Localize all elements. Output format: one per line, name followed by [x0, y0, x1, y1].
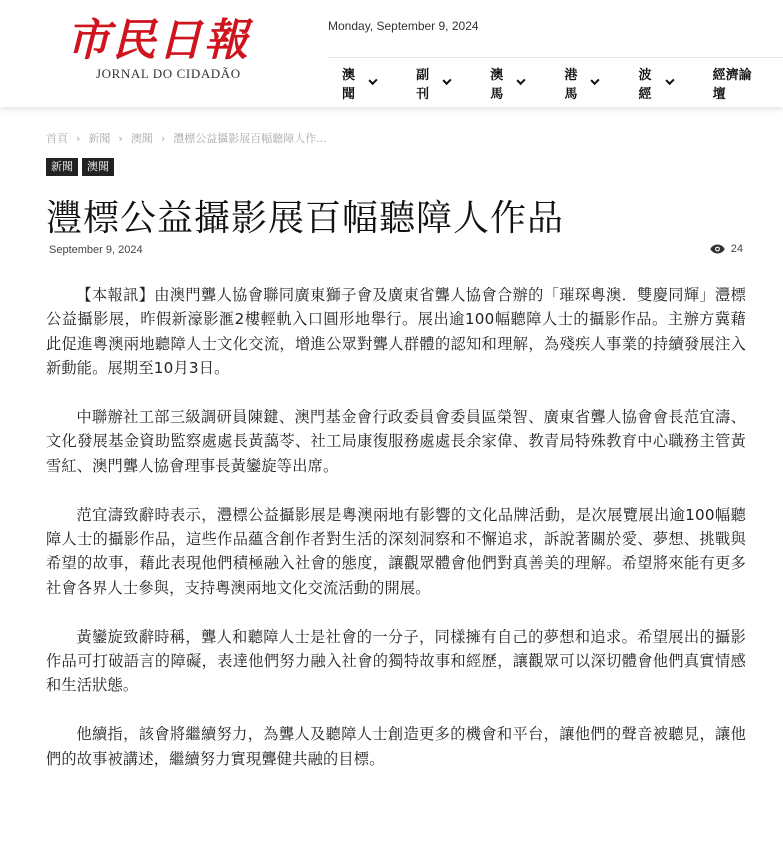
- article-paragraph: 【本報訊】由澳門聾人協會聯同廣東獅子會及廣東省聾人協會合辦的「璀琛粵澳．雙慶同輝」灃標公益攝影展，昨假新濠影滙2樓輕軌入口圓形地舉行。展出逾100幅聽障人士的攝影作品。主辦方冀藉此促進粵澳兩地聽障人士文化交流，增進公眾對聾人群體的認知和理解，為殘疾人事業的持續發展注入新動能。展期至10月3日。: [46, 286, 746, 378]
- chevron-right-icon: ›: [160, 131, 166, 145]
- nav-item-label: 港馬: [564, 67, 578, 102]
- chevron-down-icon: [591, 76, 600, 85]
- nav-item-football[interactable]: [639, 64, 673, 102]
- nav-item-label: 波經: [638, 67, 652, 102]
- view-count-value: 24: [730, 243, 743, 255]
- chevron-right-icon: ›: [76, 131, 81, 145]
- category-tags: [46, 158, 118, 176]
- article-paragraph: 中聯辦社工部三級調研員陳鍵、澳門基金會行政委員會委員區榮智、廣東省聾人協會會長范宜濤、文化發展基金資助監察處處長黃藹苓、社工局康復服務處處長余家偉、教青局特殊教育中心職務主管黃雪紅、澳門聾人協會理事長黃鑾旋等出席。: [46, 408, 746, 475]
- site-header: [0, 0, 783, 107]
- article-paragraph: 他續指，該會將繼續努力，為聾人及聽障人士創造更多的機會和平台，讓他們的聲音被聽見，讓他們的故事被講述，繼續努力實現聾健共融的目標。: [46, 725, 746, 768]
- nav-item-label: 副刊: [416, 67, 430, 102]
- nav-item-macau-news[interactable]: [342, 64, 376, 102]
- article-body: [46, 283, 746, 795]
- breadcrumb-news[interactable]: 新聞: [88, 132, 111, 145]
- nav-item-economy-forum[interactable]: [713, 64, 757, 102]
- tag-news[interactable]: 新聞: [46, 158, 78, 176]
- breadcrumb-macau-news[interactable]: 澳聞: [130, 132, 153, 145]
- logo-portuguese-title: JORNAL DO CIDADÃO: [96, 66, 241, 81]
- breadcrumb-home[interactable]: 首頁: [46, 132, 68, 145]
- article-paragraph: 黃鑾旋致辭時稱，聾人和聽障人士是社會的一分子，同樣擁有自己的夢想和追求。希望展出的攝影作品可打破語言的障礙，表達他們努力融入社會的獨特故事和經歷，讓觀眾可以深切體會他們真實情感和生活狀態。: [46, 627, 746, 695]
- main-nav: [328, 57, 783, 107]
- chevron-down-icon: [443, 76, 452, 85]
- tag-macau-news[interactable]: 澳聞: [82, 158, 114, 176]
- chevron-down-icon: [517, 76, 526, 85]
- eye-icon: [710, 244, 725, 254]
- current-date: Monday, September 9, 2024: [328, 19, 479, 33]
- article-paragraph: 范宜濤致辭時表示，灃標公益攝影展是粵澳兩地有影響的文化品牌活動，是次展覽展出逾100幅聽障人士的攝影作品，這些作品蘊含創作者對生活的深刻洞察和不懈追求，訴說著關於愛、夢想、挑戰與希望的故事，藉此表現他們積極融入社會的態度，讓觀眾體會他們對真善美的理解。希望將來能有更多社會各界人士參與，支持粵澳兩地文化交流活動的開展。: [46, 505, 746, 597]
- nav-item-label: 澳馬: [490, 67, 504, 102]
- site-logo[interactable]: [66, 14, 256, 94]
- breadcrumb: [46, 130, 327, 146]
- nav-item-hk-racing[interactable]: [564, 64, 598, 102]
- article-date: September 9, 2024: [49, 244, 143, 256]
- nav-item-macau-racing[interactable]: [490, 64, 524, 102]
- nav-item-label: 經濟論壇: [712, 67, 752, 102]
- chevron-right-icon: ›: [118, 131, 123, 145]
- article-title: 灃標公益攝影展百幅聽障人作品: [46, 198, 565, 239]
- nav-item-label: 澳聞: [342, 67, 356, 102]
- nav-item-supplement[interactable]: [416, 64, 450, 102]
- breadcrumb-current: 灃標公益攝影展百幅聽障人作...: [173, 132, 327, 145]
- chevron-down-icon: [368, 76, 377, 85]
- chevron-down-icon: [665, 76, 674, 85]
- view-count: [710, 243, 743, 255]
- logo-chinese-title: 市民日報: [66, 15, 250, 66]
